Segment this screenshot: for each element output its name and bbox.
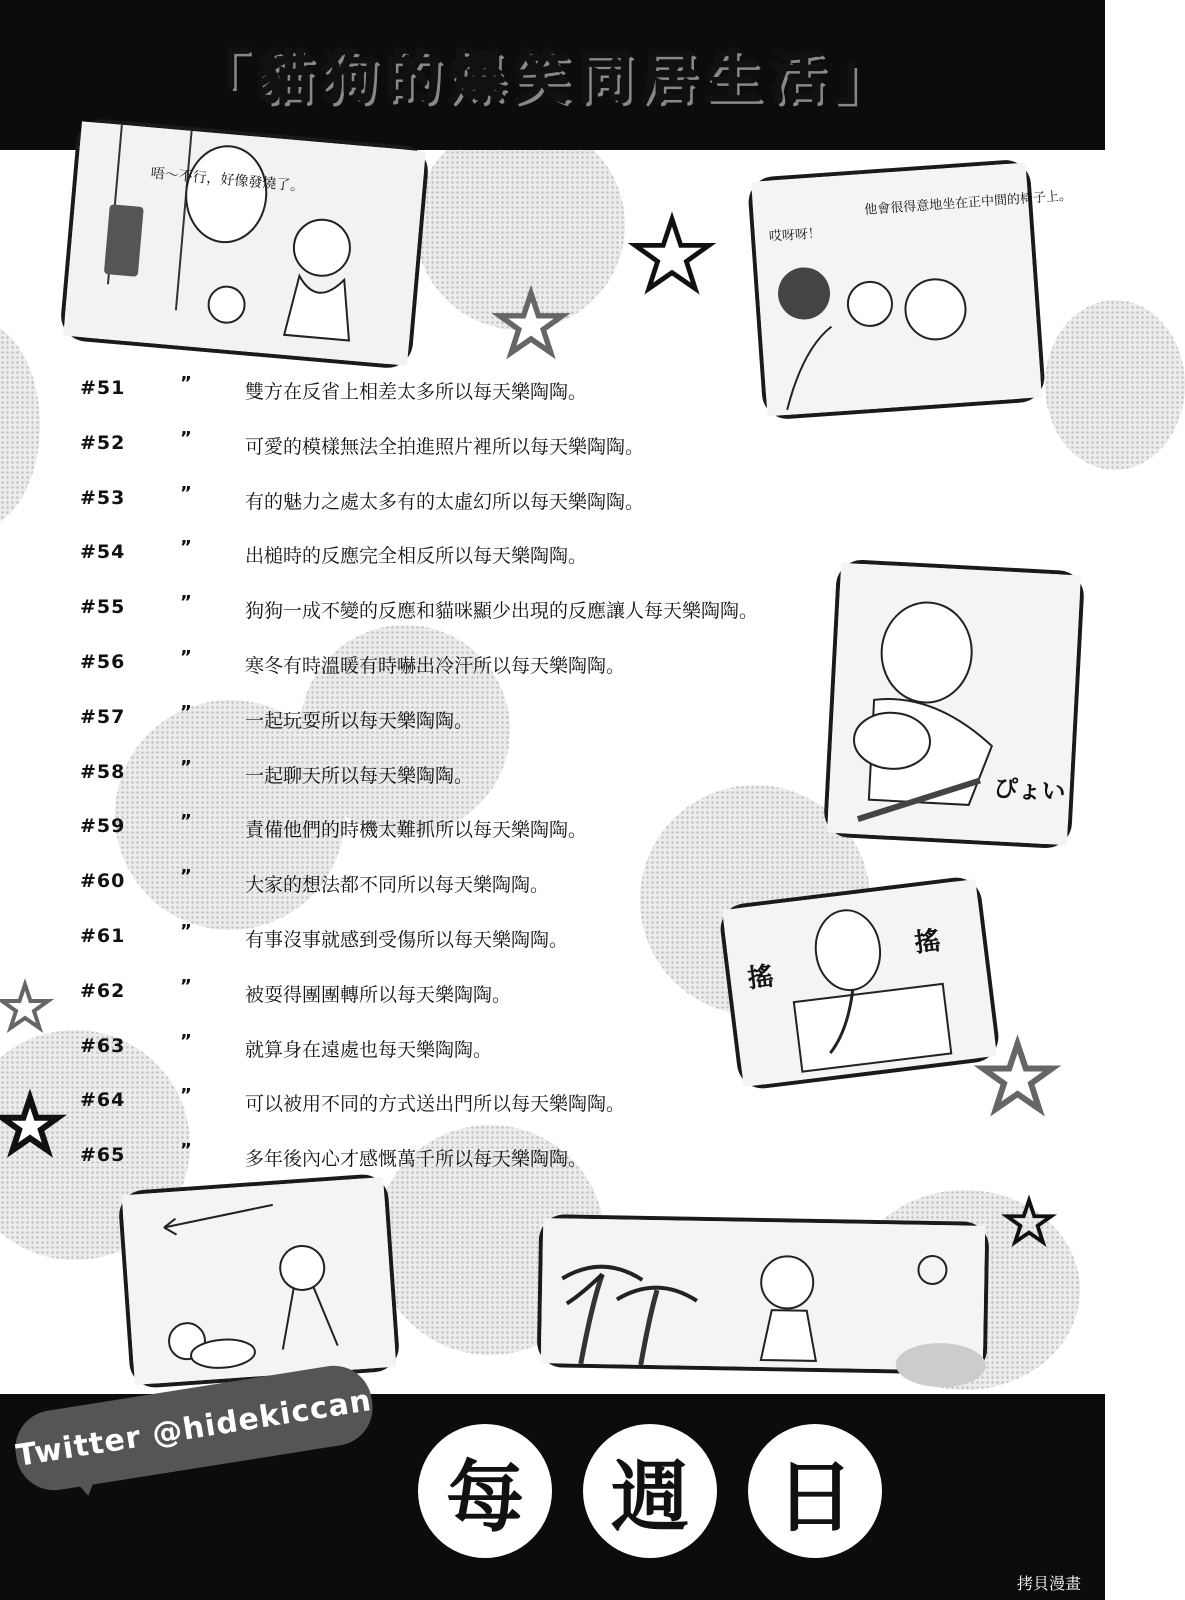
- page-title: 「貓狗的爆笑同居生活」: [193, 46, 897, 111]
- panel-beach: [537, 1214, 990, 1375]
- episode-title: 多年後內心才感慨萬千所以每天樂陶陶。: [245, 1148, 588, 1171]
- ditto-mark: ”: [180, 537, 192, 559]
- list-item: [80, 529, 880, 584]
- episode-title: 被耍得團團轉所以每天樂陶陶。: [245, 983, 512, 1006]
- ditto-mark: ”: [180, 646, 192, 668]
- episode-number: #56: [80, 650, 126, 673]
- sound-effect: 搖: [912, 925, 943, 959]
- episode-title: 就算身在遠處也每天樂陶陶。: [245, 1038, 493, 1061]
- ditto-mark: ”: [180, 427, 192, 449]
- list-item: [80, 749, 880, 804]
- speech-text: 哎呀呀！: [768, 226, 822, 245]
- episode-number: #60: [80, 870, 126, 893]
- ditto-mark: ”: [180, 866, 192, 888]
- list-item: [80, 584, 880, 639]
- ditto-mark: ”: [180, 1140, 192, 1162]
- star-icon: [0, 1095, 60, 1155]
- ditto-mark: ”: [180, 1085, 192, 1107]
- day-circle-3: 日: [748, 1424, 882, 1558]
- list-item: [80, 475, 880, 530]
- episode-title: 有事沒事就感到受傷所以每天樂陶陶。: [245, 928, 569, 951]
- sound-effect: ぴょい: [992, 774, 1067, 806]
- episode-title: 寒冬有時溫暖有時嚇出冷汗所以每天樂陶陶。: [245, 654, 626, 677]
- episode-title: 大家的想法都不同所以每天樂陶陶。: [245, 874, 550, 897]
- day-circle-2: 週: [583, 1424, 717, 1558]
- star-icon: [632, 215, 712, 295]
- list-item: [80, 1023, 880, 1078]
- ditto-mark: ”: [180, 482, 192, 504]
- episode-title: 出槌時的反應完全相反所以每天樂陶陶。: [245, 545, 588, 568]
- list-item: [80, 1132, 880, 1187]
- list-item: [80, 858, 880, 913]
- speech-text: 唔～不行，好像發燒了。: [150, 165, 305, 195]
- episode-title: 可以被用不同的方式送出門所以每天樂陶陶。: [245, 1093, 626, 1116]
- ditto-mark: ”: [180, 592, 192, 614]
- panel-chase: [117, 1173, 400, 1389]
- list-item: [80, 913, 880, 968]
- day-circle-1: 每: [418, 1424, 552, 1558]
- episode-number: #58: [80, 760, 126, 783]
- episode-title: 一起玩耍所以每天樂陶陶。: [245, 709, 474, 732]
- list-item: [80, 1077, 880, 1132]
- ditto-mark: ”: [180, 975, 192, 997]
- episode-title: 有的魅力之處太多有的太虛幻所以每天樂陶陶。: [245, 490, 645, 513]
- ditto-mark: ”: [180, 1030, 192, 1052]
- star-icon: [0, 982, 50, 1032]
- episode-title: 狗狗一成不變的反應和貓咪顯少出現的反應讓人每天樂陶陶。: [245, 600, 759, 623]
- list-item: [80, 365, 880, 420]
- episode-number: #55: [80, 596, 126, 619]
- episode-number: #62: [80, 979, 126, 1002]
- episode-number: #59: [80, 815, 126, 838]
- list-item: [80, 803, 880, 858]
- episode-number: #65: [80, 1144, 126, 1167]
- ditto-mark: ”: [180, 373, 192, 394]
- episode-number: #64: [80, 1089, 126, 1112]
- ditto-mark: ”: [180, 920, 192, 942]
- panel-sick-girl: [59, 117, 430, 370]
- episode-number: #53: [80, 486, 126, 509]
- episode-title: 可愛的模樣無法全拍進照片裡所以每天樂陶陶。: [245, 435, 645, 458]
- dotted-circle: [0, 320, 40, 530]
- episode-number: #63: [80, 1034, 126, 1057]
- episode-list: [80, 365, 880, 1187]
- episode-number: #52: [80, 431, 126, 454]
- episode-title: 責備他們的時機太難抓所以每天樂陶陶。: [245, 819, 588, 842]
- list-item: [80, 968, 880, 1023]
- star-icon: [980, 1040, 1055, 1115]
- speech-text: 他會很得意地坐在正中間的椅子上。: [863, 188, 1073, 219]
- episode-number: #61: [80, 924, 126, 947]
- sound-effect: 搖: [745, 961, 776, 995]
- dotted-circle: [1045, 300, 1185, 470]
- ditto-mark: ”: [180, 756, 192, 778]
- ditto-mark: ”: [180, 701, 192, 723]
- episode-number: #54: [80, 541, 126, 564]
- list-item: [80, 694, 880, 749]
- episode-title: 一起聊天所以每天樂陶陶。: [245, 764, 474, 787]
- star-icon: [1005, 1198, 1053, 1246]
- list-item: [80, 420, 880, 475]
- episode-title: 雙方在反省上相差太多所以每天樂陶陶。: [245, 381, 588, 403]
- star-icon: [497, 290, 565, 358]
- list-item: [80, 639, 880, 694]
- watermark: 拷貝漫畫: [1013, 1569, 1085, 1596]
- ditto-mark: ”: [180, 811, 192, 833]
- title-box: [110, 28, 980, 120]
- episode-number: #51: [80, 377, 126, 399]
- episode-number: #57: [80, 705, 126, 728]
- speech-tail: [68, 1467, 104, 1498]
- twitter-handle[interactable]: Twitter @hidekiccan: [10, 1360, 378, 1495]
